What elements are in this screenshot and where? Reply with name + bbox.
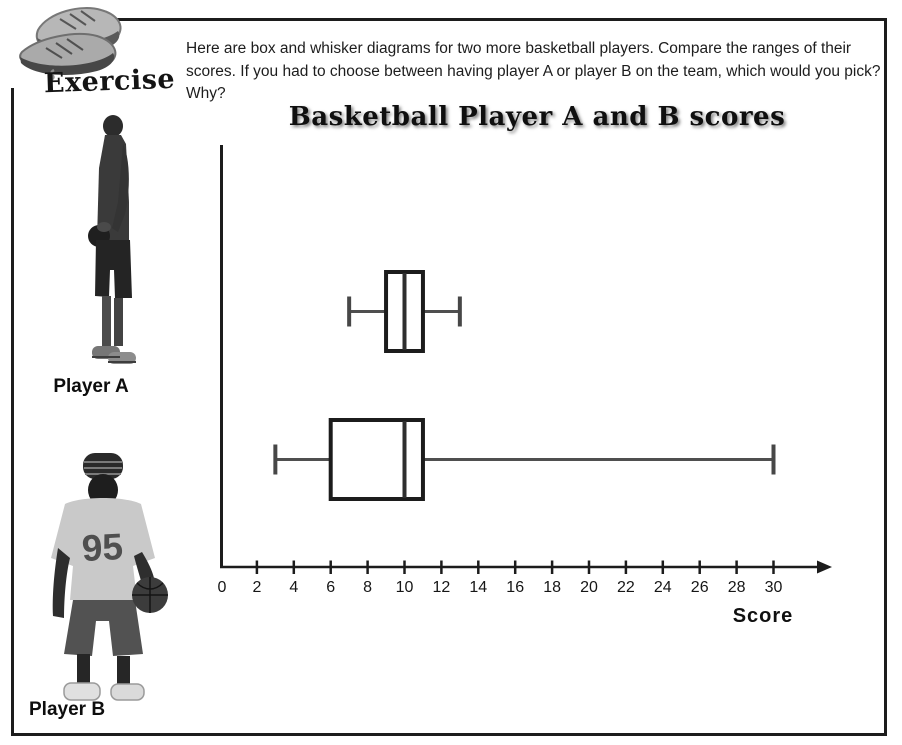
tick-label: 4 — [289, 579, 299, 596]
tick-label: 6 — [326, 579, 336, 596]
tick-label: 14 — [469, 579, 488, 596]
player-b-label: Player B — [29, 699, 106, 720]
tick-label: 26 — [690, 579, 709, 596]
tick-label: 18 — [543, 579, 561, 596]
tick-label: 30 — [764, 579, 783, 596]
player-a-label: Player A — [53, 376, 129, 397]
boxplot-player-b — [275, 420, 773, 499]
x-axis-label: Score — [732, 605, 794, 627]
tick-label: 8 — [363, 579, 373, 596]
tick-label: 2 — [252, 579, 262, 596]
tick-label: 22 — [617, 579, 635, 596]
tick-label: 28 — [727, 579, 746, 596]
intro-text: Here are box and whisker diagrams for two more basketball players. Compare the ranges of their scores. If you had to choose between having player A or player B on the team, which would you pick? Why? — [186, 40, 881, 102]
boxplot-player-a — [349, 272, 460, 351]
exercise-label: Exercise — [43, 63, 176, 100]
tick-label: 16 — [506, 579, 525, 596]
iqr-box — [331, 420, 423, 499]
player-b-jersey-number: 95 — [80, 525, 124, 570]
tick-label: 10 — [395, 579, 414, 596]
tick-label: 0 — [217, 579, 227, 596]
tick-label: 20 — [580, 579, 598, 596]
tick-label: 24 — [653, 579, 672, 596]
tick-label: 12 — [432, 579, 451, 596]
x-axis-arrow — [817, 561, 832, 574]
chart-title: Basketball Player A and B scores — [288, 102, 786, 132]
